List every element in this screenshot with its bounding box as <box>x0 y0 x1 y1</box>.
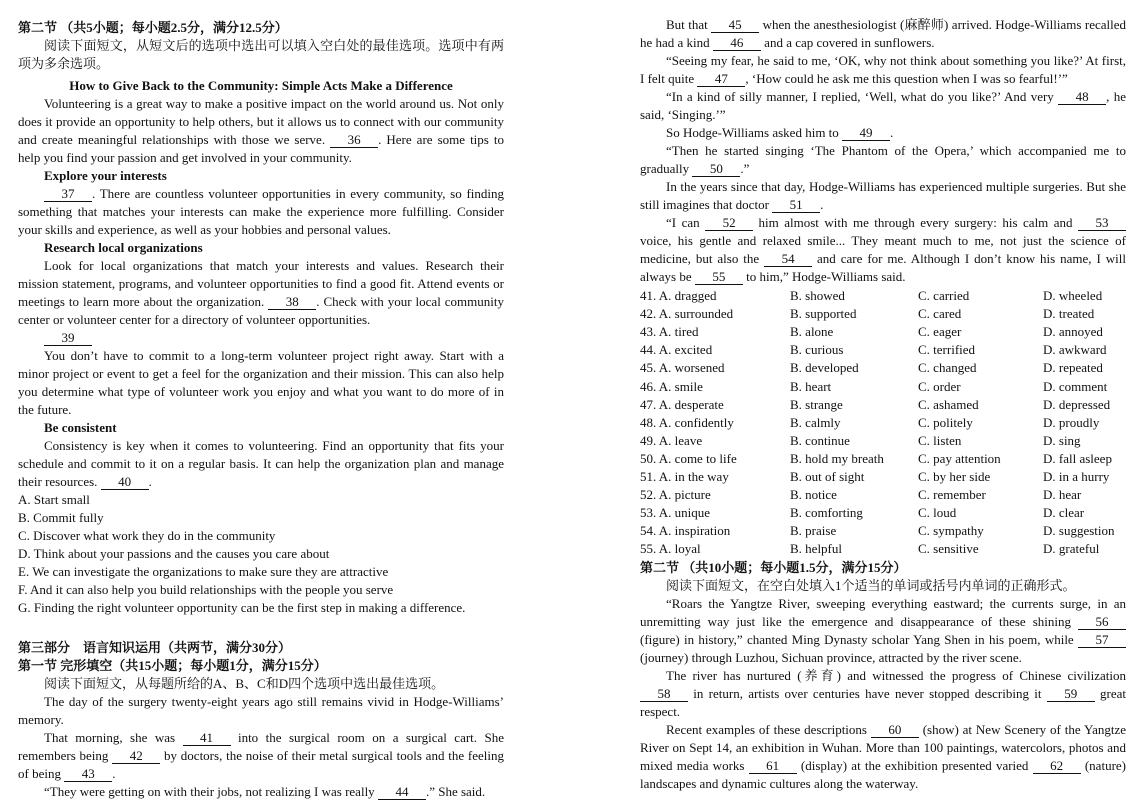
answer-blank: 57 <box>1078 633 1126 648</box>
paragraph <box>18 675 504 693</box>
text-run: “Then he started singing ‘The Phantom of the Opera,’ which accompanied me to gradually <box>640 143 1126 176</box>
paragraph <box>18 693 504 729</box>
answer-blank: 50 <box>692 162 740 177</box>
grammar-fill-section <box>640 559 1126 793</box>
answer-blank: 42 <box>112 749 160 764</box>
option-cell: C. by her side <box>918 468 991 484</box>
answer-option <box>18 563 504 581</box>
paragraph <box>640 178 1126 214</box>
option-cell: B. helpful <box>790 541 842 557</box>
option-row <box>640 486 1126 504</box>
text-run: (nature) landscapes and dynamic cultures along the waterway. <box>640 758 1126 792</box>
text-run: . <box>820 197 824 212</box>
left-blocks <box>18 19 504 801</box>
answer-blank: 38 <box>268 295 316 310</box>
option-cell: B. developed <box>790 360 859 376</box>
text-run: 阅读下面短文，从短文后的选项中选出可以填入空白处的最佳选项。选项中有两项为多余选项。 <box>18 38 504 71</box>
text-run: But that <box>666 17 712 32</box>
answer-blank: 36 <box>330 133 378 148</box>
option-cell: C. remember <box>918 487 986 503</box>
answer-option <box>18 581 504 599</box>
option-row <box>640 396 1126 414</box>
option-cell: C. changed <box>918 360 977 376</box>
subheading <box>18 167 504 185</box>
answer-blank: 60 <box>871 723 919 738</box>
option-cell: C. sensitive <box>918 541 979 557</box>
option-cell: 47. A. desperate <box>640 396 724 412</box>
answer-blank: 49 <box>842 126 890 141</box>
text-run: when the anesthesiologist (麻醉师) arrived. Hodge-Williams recalled he had a kind <box>640 17 1126 50</box>
text-run: 第一节 完形填空（共15小题；每小题1分，满分15分） <box>18 658 327 673</box>
option-row <box>640 305 1126 323</box>
text-run: You don’t have to commit to a long-term volunteer project right away. Start with a minor project or event to get a feel for the organization and their mission. This can also help you determine what type of volunteer work you enjoy and what you want to do more of in the future. <box>18 348 504 417</box>
paragraph <box>640 124 1126 142</box>
paragraph <box>18 185 504 239</box>
text-run: into the surgical room on a surgical cart. She remembers being <box>18 730 504 763</box>
text-run: 第二节 （共5小题；每小题2.5分，满分12.5分） <box>18 20 288 35</box>
option-cell: B. praise <box>790 523 837 539</box>
text-run: “They were getting on with their jobs, not realizing I was really <box>44 784 378 799</box>
option-row <box>640 359 1126 377</box>
answer-blank: 62 <box>1033 759 1081 774</box>
option-cell: B. notice <box>790 487 837 503</box>
text-run: In the years since that day, Hodge-Williams has experienced multiple surgeries. But she still imagines that doctor <box>640 179 1126 212</box>
text-run: by doctors, the noise of their metal surgical tools and the feeling of being <box>18 748 504 781</box>
option-cell: 41. A. dragged <box>640 288 717 304</box>
text-run: and care for me. Although I don’t know his name, I will always be <box>640 251 1126 284</box>
subheading <box>18 239 504 257</box>
text-run: Recent examples of these descriptions <box>666 722 871 738</box>
option-cell: 54. A. inspiration <box>640 523 731 539</box>
paragraph <box>18 257 504 329</box>
option-cell: D. suggestion <box>1043 523 1115 539</box>
option-cell: 53. A. unique <box>640 505 711 521</box>
answer-blank: 44 <box>378 785 426 800</box>
option-cell: B. comforting <box>790 505 863 521</box>
option-cell: 42. A. surrounded <box>640 306 734 322</box>
option-cell: B. alone <box>790 324 834 340</box>
option-cell: C. eager <box>918 324 962 340</box>
option-cell: 44. A. excited <box>640 342 713 358</box>
option-row <box>640 522 1126 540</box>
text-run: “Seeing my fear, he said to me, ‘OK, why not think about something you like?’ At first, I felt quite <box>640 53 1126 86</box>
answer-option <box>18 491 504 509</box>
text-run: voice, his gentle and relaxed smile... They meant much to me, not just the science of medicine, but also the <box>640 233 1126 266</box>
paragraph <box>18 783 504 801</box>
text-run: . Check with your local community center or volunteer center for a directory of volunteer opportunities. <box>18 294 504 327</box>
subheading <box>18 419 504 437</box>
paragraph <box>18 329 504 347</box>
answer-blank: 59 <box>1047 687 1095 702</box>
answer-blank: 40 <box>101 475 149 490</box>
text-run: (journey) through Luzhou, Sichuan province, attracted by the river scene. <box>640 650 1022 666</box>
option-cell: C. order <box>918 378 961 394</box>
option-cell: D. in a hurry <box>1043 468 1110 484</box>
answer-blank: 39 <box>44 331 92 346</box>
option-cell: C. politely <box>918 414 973 430</box>
answer-option <box>18 545 504 563</box>
option-row <box>640 540 1126 558</box>
text-run: D. Think about your passions and the causes you care about <box>18 546 330 561</box>
paragraph <box>640 142 1126 178</box>
section-heading <box>640 559 1126 577</box>
text-run: C. Discover what work they do in the community <box>18 528 276 543</box>
text-run: .” She said. <box>425 784 486 799</box>
text-run: . <box>890 125 894 140</box>
passage-title <box>18 77 504 95</box>
option-cell: B. curious <box>790 342 844 358</box>
text-run: in return, artists over centuries have never stopped describing it <box>688 686 1047 702</box>
option-cell: 52. A. picture <box>640 487 711 503</box>
answer-blank: 47 <box>697 72 745 87</box>
answer-blank: 48 <box>1058 90 1106 105</box>
text-run: 第二节 （共10小题；每小题1.5分，满分15分） <box>640 560 907 576</box>
paragraph <box>640 595 1126 667</box>
paragraph <box>640 88 1126 124</box>
option-cell: C. terrified <box>918 342 976 358</box>
paragraph <box>640 52 1126 88</box>
option-row <box>640 323 1126 341</box>
paragraph <box>640 214 1126 286</box>
option-cell: B. continue <box>790 432 850 448</box>
option-cell: 51. A. in the way <box>640 468 729 484</box>
option-cell: B. calmly <box>790 414 841 430</box>
option-cell: D. repeated <box>1043 360 1103 376</box>
text-run: That morning, she was <box>44 730 183 745</box>
cloze-passage <box>640 16 1126 286</box>
answer-option <box>18 509 504 527</box>
answer-blank: 43 <box>64 767 112 782</box>
option-cell: 49. A. leave <box>640 432 703 448</box>
text-run: A. Start small <box>18 492 90 507</box>
text-run: E. We can investigate the organizations to make sure they are attractive <box>18 564 389 579</box>
option-cell: B. supported <box>790 306 857 322</box>
paragraph <box>640 721 1126 793</box>
text-run: . There are countless volunteer opportunities in every community, so finding something that matches your interests can make the experience more fulfilling. Consider your skills and experience, as well as your hobbies and personal values. <box>18 186 504 237</box>
option-cell: D. hear <box>1043 487 1082 503</box>
option-cell: B. hold my breath <box>790 450 884 466</box>
answer-blank: 58 <box>640 687 688 702</box>
option-cell: D. treated <box>1043 306 1095 322</box>
text-run: (figure) in history,” chanted Ming Dynasty scholar Yang Shen in his poem, while <box>640 632 1078 648</box>
option-cell: D. proudly <box>1043 414 1100 430</box>
text-run: and a cap covered in sunflowers. <box>760 35 935 50</box>
cloze-options-table <box>640 287 1126 558</box>
text-run: , ‘How could he ask me this question when I was so fearful!’” <box>745 71 1068 86</box>
text-run: Volunteering is a great way to make a positive impact on the world around us. Not only does it provide an opportunity to help others, but it allows us to connect with our community and create meaningful relationships with those we serve. <box>18 96 504 147</box>
option-cell: D. depressed <box>1043 396 1111 412</box>
text-run: G. Finding the right volunteer opportunity can be the first step in making a difference. <box>18 600 466 615</box>
option-cell: 46. A. smile <box>640 378 703 394</box>
answer-blank: 55 <box>695 270 743 285</box>
paragraph <box>640 16 1126 52</box>
paragraph <box>18 37 504 73</box>
section-heading <box>18 19 504 37</box>
text-run: “I can <box>666 215 706 230</box>
section-heading <box>18 639 504 657</box>
paragraph <box>18 437 504 491</box>
section-heading <box>18 657 504 675</box>
answer-blank: 61 <box>749 759 797 774</box>
option-cell: B. out of sight <box>790 468 865 484</box>
option-cell: D. awkward <box>1043 342 1107 358</box>
option-cell: C. pay attention <box>918 450 1001 466</box>
answer-blank: 45 <box>711 18 759 33</box>
right-column <box>640 16 1126 793</box>
option-cell: D. wheeled <box>1043 288 1103 304</box>
text-run: .” <box>740 161 750 176</box>
text-run: Be consistent <box>44 420 117 435</box>
answer-blank: 54 <box>764 252 812 267</box>
option-row <box>640 377 1126 395</box>
option-cell: D. sing <box>1043 432 1081 448</box>
option-row <box>640 450 1126 468</box>
text-run: “In a kind of silly manner, I replied, ‘Well, what do you like?’ And very <box>666 89 1059 104</box>
answer-option <box>18 599 504 617</box>
text-run: How to Give Back to the Community: Simple Acts Make a Difference <box>69 78 453 93</box>
answer-blank: 56 <box>1078 615 1126 630</box>
left-column <box>18 19 504 801</box>
answer-blank: 41 <box>183 731 231 746</box>
text-run: The river has nurtured (养育) and witnessed the progress of Chinese civilization <box>666 668 1126 684</box>
answer-blank: 51 <box>772 198 820 213</box>
option-cell: B. strange <box>790 396 843 412</box>
option-cell: C. carried <box>918 288 970 304</box>
option-cell: 45. A. worsened <box>640 360 725 376</box>
text-run: Consistency is key when it comes to volunteering. Find an opportunity that fits your schedule and commit to it on a regular basis. It can help the organization plan and manage their resources. <box>18 438 504 489</box>
option-cell: C. sympathy <box>918 523 984 539</box>
option-row <box>640 504 1126 522</box>
option-cell: C. loud <box>918 505 957 521</box>
option-row <box>640 468 1126 486</box>
option-cell: 43. A. tired <box>640 324 699 340</box>
text-run: great respect. <box>640 686 1127 720</box>
text-run: Explore your interests <box>44 168 167 183</box>
text-run: B. Commit fully <box>18 510 104 525</box>
option-row <box>640 287 1126 305</box>
option-cell: D. fall asleep <box>1043 450 1112 466</box>
text-run: , he said, ‘Singing.’” <box>640 89 1126 122</box>
text-run: The day of the surgery twenty-eight years ago still remains vivid in Hodge-Williams’ memory. <box>18 694 504 727</box>
text-run: “Roars the Yangtze River, sweeping everything eastward; the currents surge, in an unremitting way just like the emergence and disappearance of these shining <box>640 596 1126 630</box>
text-run: 阅读下面短文，从每题所给的A、B、C和D四个选项中选出最佳选项。 <box>44 676 445 691</box>
text-run: 阅读下面短文，在空白处填入1个适当的单词或括号内单词的正确形式。 <box>666 578 1076 594</box>
text-run: Look for local organizations that match your interests and values. Research their mission statement, programs, and volunteer opportunities to find a good fit. Attend events or meetings to learn more about the organization. <box>18 258 504 309</box>
option-row <box>640 341 1126 359</box>
answer-blank: 53 <box>1078 216 1126 231</box>
text-run: . <box>148 474 152 489</box>
text-run: 第三部分 语言知识运用（共两节，满分30分） <box>18 640 292 655</box>
option-cell: C. cared <box>918 306 962 322</box>
text-run: (show) at New Scenery of the Yangtze River on Sept 14, an exhibition in Wuhan. More than 100 paintings, watercolors, photos and mixed media works <box>640 722 1126 774</box>
text-run: . Here are some tips to help you find your passion and get involved in your community. <box>18 132 504 165</box>
paragraph <box>640 577 1126 595</box>
option-cell: 55. A. loyal <box>640 541 701 557</box>
option-cell: C. ashamed <box>918 396 979 412</box>
paragraph <box>640 667 1126 721</box>
option-cell: D. annoyed <box>1043 324 1103 340</box>
answer-blank: 52 <box>705 216 753 231</box>
paragraph <box>18 95 504 167</box>
text-run: So Hodge-Williams asked him to <box>666 125 843 140</box>
paragraph <box>18 729 504 783</box>
text-run: . <box>112 766 116 781</box>
option-cell: C. listen <box>918 432 962 448</box>
option-cell: D. clear <box>1043 505 1085 521</box>
answer-option <box>18 527 504 545</box>
text-run: Research local organizations <box>44 240 203 255</box>
paragraph <box>18 347 504 419</box>
option-cell: D. grateful <box>1043 541 1100 557</box>
answer-blank: 37 <box>44 187 92 202</box>
option-cell: D. comment <box>1043 378 1108 394</box>
text-run: F. And it can also help you build relationships with the people you serve <box>18 582 394 597</box>
option-cell: B. heart <box>790 378 832 394</box>
text-run: him almost with me through every surgery: his calm and <box>753 215 1078 230</box>
option-row <box>640 414 1126 432</box>
answer-blank: 46 <box>713 36 761 51</box>
text-run: to him,” Hodge-Williams said. <box>742 269 906 284</box>
text-run: (display) at the exhibition presented varied <box>796 758 1033 774</box>
option-cell: B. showed <box>790 288 845 304</box>
option-cell: 48. A. confidently <box>640 414 734 430</box>
option-cell: 50. A. come to life <box>640 450 737 466</box>
option-row <box>640 432 1126 450</box>
